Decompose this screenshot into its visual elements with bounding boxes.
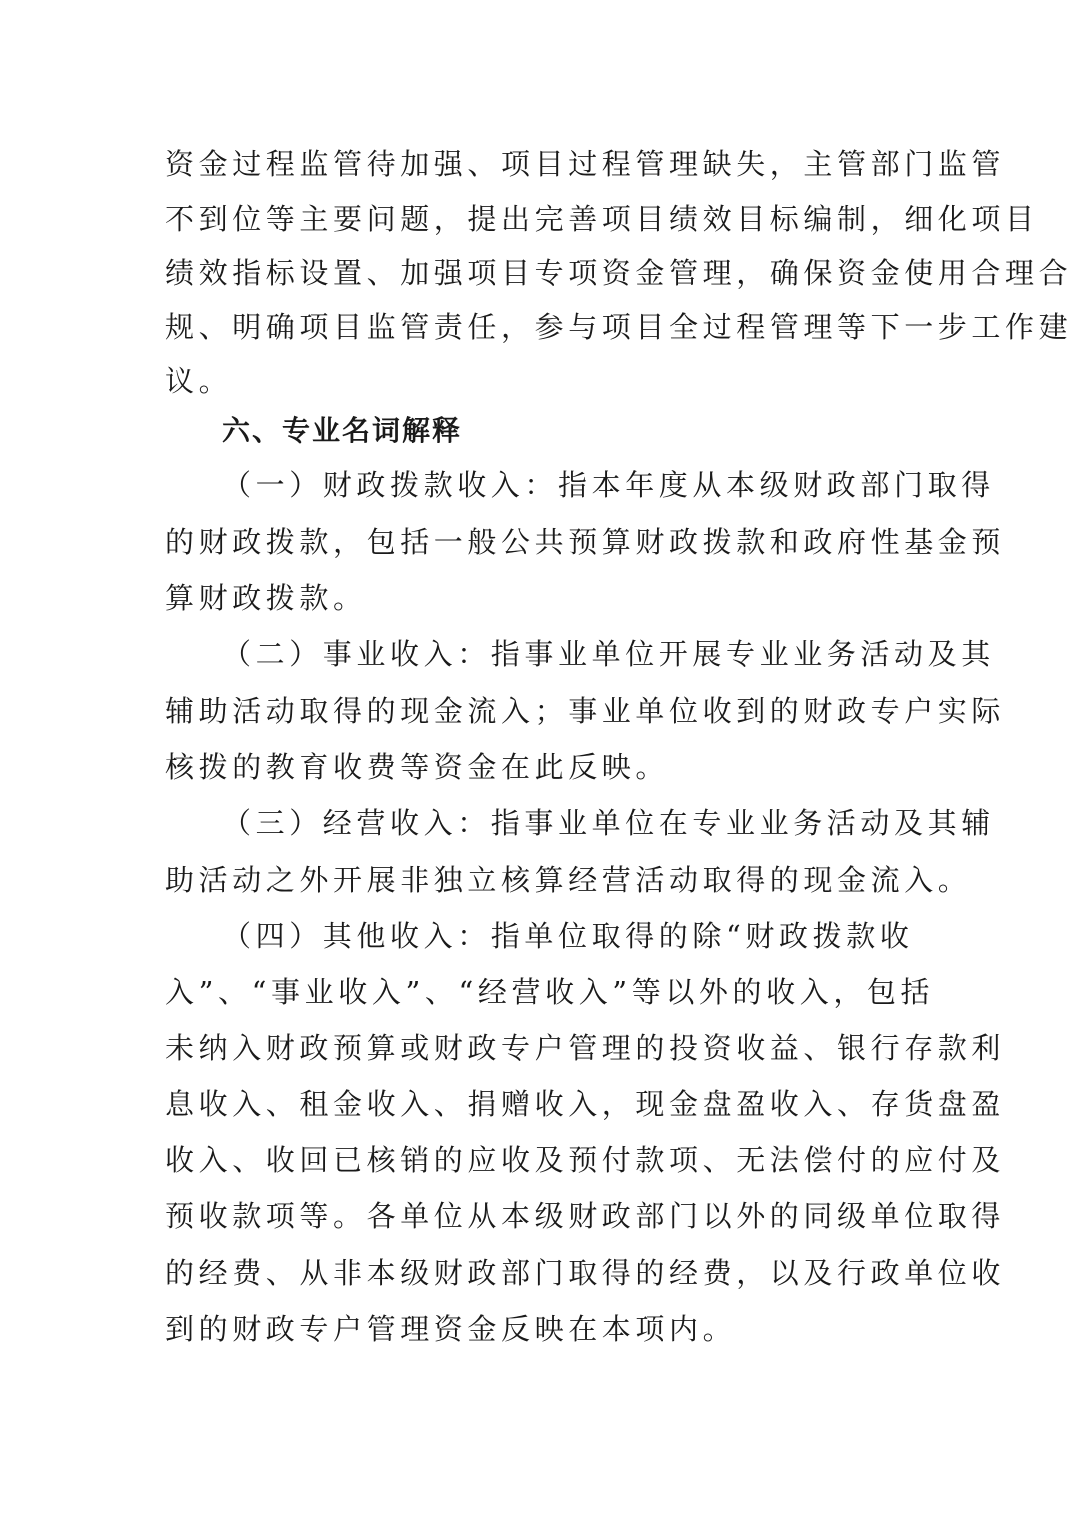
paragraph-line: 的经费、从非本级财政部门取得的经费，以及行政单位收 bbox=[165, 1256, 1006, 1290]
paragraph-line: 息收入、租金收入、捐赠收入，现金盘盈收入、存货盘盈 bbox=[165, 1087, 1006, 1121]
paragraph-line: （二）事业收入：指事业单位开展专业业务活动及其 bbox=[222, 637, 995, 671]
paragraph-line: 核拨的教育收费等资金在此反映。 bbox=[165, 750, 670, 784]
paragraph-line: （三）经营收入：指事业单位在专业业务活动及其辅 bbox=[222, 806, 995, 840]
paragraph-line: 助活动之外开展非独立核算经营活动取得的现金流入。 bbox=[165, 863, 972, 897]
paragraph-line: 辅助活动取得的现金流入；事业单位收到的财政专户实际 bbox=[165, 694, 1006, 728]
paragraph-line: 入”、“事业收入”、“经营收入”等以外的收入，包括 bbox=[165, 975, 935, 1009]
paragraph-line: （四）其他收入：指单位取得的除“财政拨款收 bbox=[222, 919, 914, 953]
paragraph-line: 不到位等主要问题，提出完善项目绩效目标编制，细化项目 bbox=[165, 202, 1039, 236]
paragraph-line: 算财政拨款。 bbox=[165, 581, 367, 615]
paragraph-line: 预收款项等。各单位从本级财政部门以外的同级单位取得 bbox=[165, 1199, 1006, 1233]
paragraph-line: 规、明确项目监管责任，参与项目全过程管理等下一步工作建 bbox=[165, 310, 1073, 344]
paragraph-line: 资金过程监管待加强、项目过程管理缺失，主管部门监管 bbox=[165, 147, 1006, 181]
paragraph-line: 收入、收回已核销的应收及预付款项、无法偿付的应付及 bbox=[165, 1143, 1006, 1177]
paragraph-line: 的财政拨款，包括一般公共预算财政拨款和政府性基金预 bbox=[165, 525, 1006, 559]
paragraph-line: 到的财政专户管理资金反映在本项内。 bbox=[165, 1312, 737, 1346]
section-heading: 六、专业名词解释 bbox=[222, 414, 463, 447]
paragraph-line: 未纳入财政预算或财政专户管理的投资收益、银行存款利 bbox=[165, 1031, 1006, 1065]
paragraph-line: 绩效指标设置、加强项目专项资金管理，确保资金使用合理合 bbox=[165, 256, 1073, 290]
paragraph-line: 议。 bbox=[165, 364, 233, 398]
paragraph-line: （一）财政拨款收入：指本年度从本级财政部门取得 bbox=[222, 468, 995, 502]
